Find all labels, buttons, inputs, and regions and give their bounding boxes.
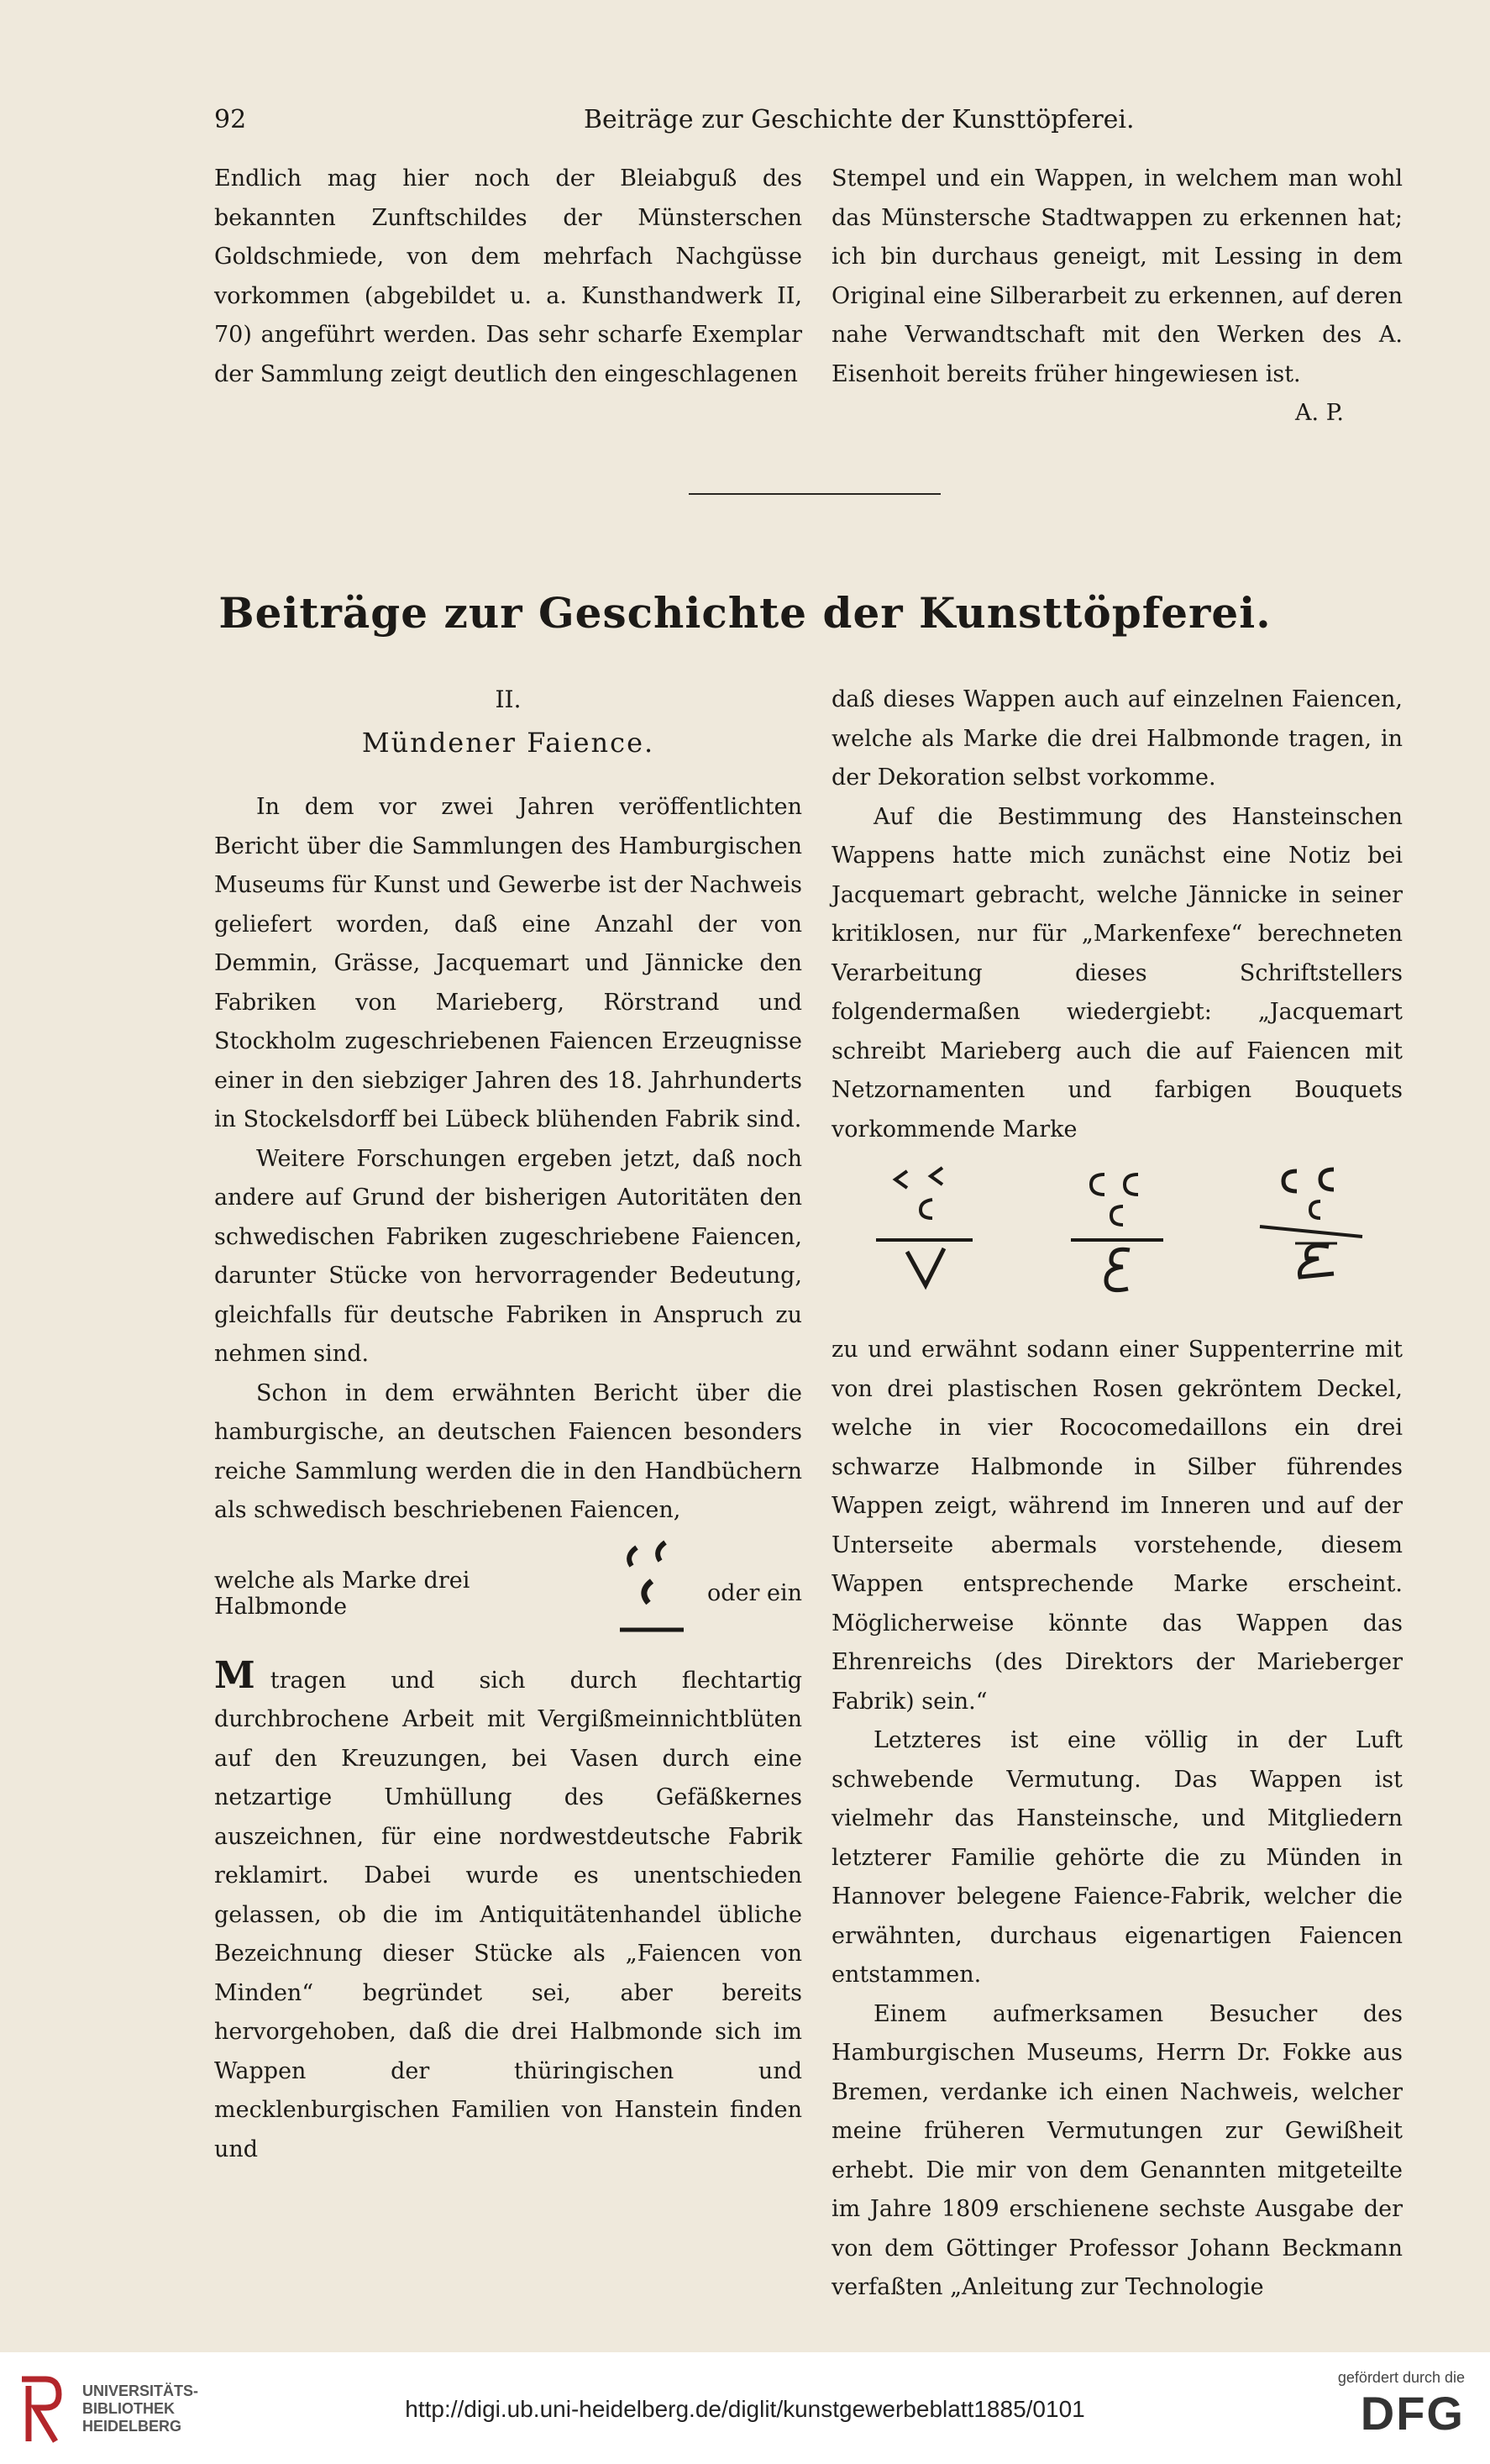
section-divider [689,493,941,495]
prev-article-left-text: Endlich mag hier noch der Bleiabguß des bekannten Zunftschildes der Münsterschen Goldschmiede, von dem mehrfach Nachgüsse vorkommen (abgebildet u. a. Kunsthandwerk II, 70) angeführt werden. Das sehr scharfe Exemplar der Sammlung zeigt deutlich den eingeschlagenen [214,165,802,387]
library-name-line: HEIDELBERG [82,2418,182,2435]
factory-marks [832,1159,1403,1319]
author-signature: A. P. [1295,400,1344,426]
funding-text: gefördert durch die [1337,2369,1465,2386]
mark-v-icon [863,1159,989,1311]
section-title: Mündener Faience. [361,727,655,759]
page-number: 92 [214,105,247,134]
crescent-mark-icon [603,1531,695,1657]
paragraph: In dem vor zwei Jahren veröffentlichten Bericht über die Sammlungen des Hamburgischen Museums für Kunst und Gewerbe ist der Nachweis geliefert worden, daß eine Anzahl der von Demmin, Grässe, Jacquemart und Jännicke den Fabriken von Marieberg, Rörstrand und Stockholm zugeschriebenen Faiencen Erzeugnisse einer in den siebziger Jahren des 18. Jahrhunderts in Stockelsdorff bei Lübeck blühenden Fabrik sind. [214,794,802,1132]
prev-article-right-column [832,160,1403,433]
digitization-footer [0,2352,1490,2464]
paragraph: zu und erwähnt sodann einer Suppenterrine mit von drei plastischen Rosen gekröntem Deckel, welche in vier Rococomedaillons ein drei schwarze Halbmonde in Silber führendes Wappen zeigt, während im Inneren und auf der Unterseite abermals vorstehende, diesem Wappen entsprechende Marke erscheint. Möglicherweise könnte das Wappen das Ehrenreichs (des Direktors der Marieberger Fabrik) sein.“ [832,1337,1403,1715]
mark-line-text-after: oder ein [706,1580,802,1606]
paragraph: daß dieses Wappen auch auf einzelnen Faiencen, welche als Marke die drei Halbmonde tragen, in der Dekoration selbst vorkomme. [832,686,1403,791]
mark-line [214,1531,802,1657]
library-name-line: BIBLIOTHEK [82,2400,175,2417]
paragraph: Auf die Bestimmung des Hansteinschen Wappens hatte mich zunächst eine Notiz bei Jacquemart gebracht, welche Jännicke in seiner kritiklosen, nur für „Markenfexe“ berechneten Verarbeitung dieses Schriftstellers folgendermaßen wiedergiebt: „Jacquemart schreibt Marieberg auch die auf Faiencen mit Netzornamenten und farbigen Bouquets vorkommende Marke [832,803,1403,1143]
mark-script-e-icon [1245,1159,1371,1311]
paragraph: Schon in dem erwähnten Bericht über die hamburgische, an deutschen Faiencen besonders reiche Sammlung werden die in den Handbüchern als schwedisch beschriebenen Faiencen, [214,1379,802,1523]
paragraph: Einem aufmerksamen Besucher des Hamburgischen Museums, Herrn Dr. Fokke aus Bremen, verdanke ich einen Nachweis, welcher meine früheren Vermutungen zur Gewißheit erhebt. Die mir von dem Genannten mitgeteilte im Jahre 1809 erschienene sechste Ausgabe der von dem Göttinger Professor Johann Beckmann verfaßten „Anleitung zur Technologie [832,2000,1403,2300]
mark-e-icon [1054,1159,1180,1311]
prev-article-left-column [214,160,802,394]
paragraph-with-mark [214,1653,802,2170]
running-title: Beiträge zur Geschichte der Kunsttöpferei. [584,105,1135,134]
right-column [832,680,1403,2308]
paragraph: Letzteres ist eine völlig in der Luft schwebende Vermutung. Das Wappen ist vielmehr das Hansteinsche, und Mitgliedern letzterer Familie gehörte die zu Münden in Hannover belegene Faience-Fabrik, welcher die erwähnten, durchaus eigenartigen Faiencen entstammen. [832,1727,1403,1988]
running-header [214,105,1407,147]
prev-article-right-text: Stempel und ein Wappen, in welchem man wohl das Münstersche Stadtwappen zu erkennen hat; ich bin durchaus geneigt, mit Lessing in dem Original eine Silberarbeit zu erkennen, auf deren nahe Verwandtschaft mit den Werken des A. Eisenhoit bereits früher hingewiesen ist. [832,165,1403,387]
dfg-logo[interactable]: DFG [1360,2387,1465,2440]
paragraph: Weitere Forschungen ergeben jetzt, daß noch andere auf Grund der bisherigen Autoritäten den schwedischen Fabriken zugeschriebene Faiencen, darunter Stücke von hervorragender Bedeutung, gleichfalls für deutsche Fabriken in Anspruch zu nehmen sind. [214,1145,802,1367]
section-number: II. [495,686,522,713]
left-column [214,680,802,2169]
paragraph-text: tragen und sich durch flechtartig durchbrochene Arbeit mit Vergißmeinnichtblüten auf den Kreuzungen, bei Vasen durch eine netzartige Umhüllung des Gefäßkernes auszeichnen, für eine nordwestdeutsche Fabrik reklamirt. Dabei wurde es unentschieden gelassen, ob die im Antiquitätenhandel übliche Bezeichnung dieser Stücke als „Faiencen von Minden“ begründet sei, aber bereits hervorgehoben, daß die drei Halbmonde sich im Wappen der thüringischen und mecklenburgischen Familien von Hanstein finden und [214,1667,802,2162]
library-name-line: UNIVERSITÄTS- [82,2383,199,2399]
article-title: Beiträge zur Geschichte der Kunsttöpferei. [218,588,1272,638]
funding-block [1297,2369,1465,2440]
m-mark-glyph: M [214,1653,255,1697]
permalink-url[interactable]: http://digi.ub.uni-heidelberg.de/diglit/kunstgewerbeblatt1885/0101 [405,2396,1085,2422]
mark-line-text-before: welche als Marke drei Halbmonde [214,1567,470,1620]
